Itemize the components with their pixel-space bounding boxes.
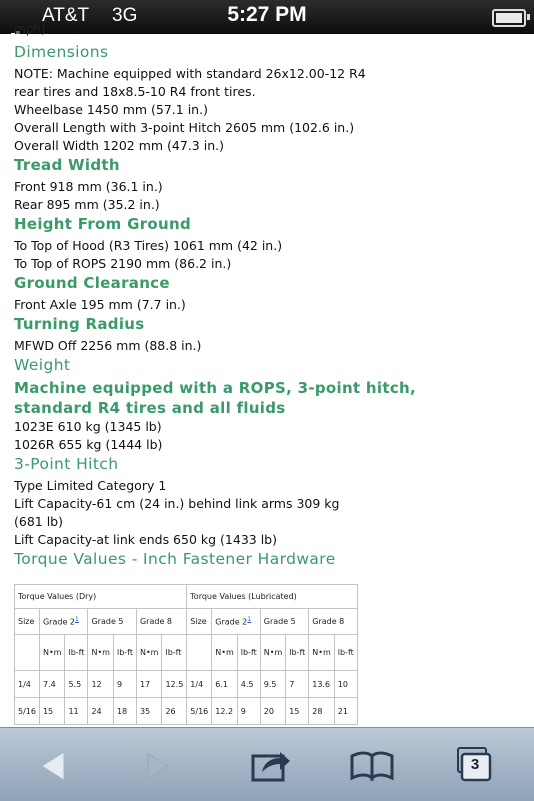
table-cell: 5/16 — [15, 698, 40, 725]
torque-table — [14, 584, 358, 725]
table-cell: 24 — [88, 698, 114, 725]
spec-line: To Top of ROPS 2190 mm (86.2 in.) — [14, 256, 232, 271]
table-cell: 15 — [39, 698, 65, 725]
table-cell: 6.1 — [212, 671, 238, 698]
table-cell: lb-ft — [162, 635, 187, 671]
tabs-count: 3 — [470, 756, 480, 773]
table-cell: 5/16 — [187, 698, 212, 725]
spec-document — [14, 42, 524, 569]
section-title-torque-values: Torque Values - Inch Fastener Hardware — [14, 550, 336, 568]
browser-toolbar — [0, 727, 534, 801]
battery-icon — [492, 9, 526, 27]
weight-subtitle: standard R4 tires and all fluids — [14, 399, 286, 417]
section-title-tread-width: Tread Width — [14, 156, 120, 174]
section-title-ground-clearance: Ground Clearance — [14, 274, 170, 292]
table-header: Grade $2^1$ — [39, 609, 88, 635]
table-cell: 12.2 — [212, 698, 238, 725]
table-header: Size — [15, 609, 40, 635]
bookmarks-button[interactable] — [348, 746, 396, 786]
weight-subtitle: Machine equipped with a ROPS, 3-point hitch, — [14, 379, 416, 397]
table-cell: 5.5 — [65, 671, 88, 698]
spec-line: Lift Capacity-at link ends 650 kg (1433 lb) — [14, 532, 277, 547]
table-header: Grade 5 — [88, 609, 137, 635]
table-header: Grade 8 — [309, 609, 358, 635]
forward-button[interactable] — [138, 746, 178, 786]
unit-row — [15, 635, 358, 671]
table-group-header: Torque Values (Dry) — [15, 585, 187, 609]
table-cell: 21 — [334, 698, 357, 725]
spec-line: Front Axle 195 mm (7.7 in.) — [14, 297, 186, 312]
table-header: Grade 5 — [260, 609, 309, 635]
table-cell: 35 — [136, 698, 162, 725]
table-cell: 17 — [136, 671, 162, 698]
spec-line: (681 lb) — [14, 514, 63, 529]
table-cell: 18 — [113, 698, 136, 725]
section-title-height-from-ground: Height From Ground — [14, 215, 192, 233]
share-button[interactable] — [250, 746, 290, 786]
spec-line: 1023E 610 kg (1345 lb) — [14, 419, 162, 434]
table-cell: 9 — [237, 698, 260, 725]
spec-line: Overall Length with 3-point Hitch 2605 mm (102.6 in.) — [14, 120, 355, 135]
section-title-dimensions: Dimensions — [14, 43, 109, 61]
cutoff-text: mph) — [14, 22, 46, 36]
table-cell: 9.5 — [260, 671, 286, 698]
table-cell: 7 — [286, 671, 309, 698]
table-header: Grade 8 — [136, 609, 186, 635]
spec-line: Overall Width 1202 mm (47.3 in.) — [14, 138, 224, 153]
clock: 5:27 PM — [227, 3, 307, 26]
spec-line: Front 918 mm (36.1 in.) — [14, 179, 163, 194]
table-cell: 10 — [334, 671, 357, 698]
table-header: Grade $2^1$ — [212, 609, 261, 635]
table-cell: 20 — [260, 698, 286, 725]
table-cell: 28 — [309, 698, 335, 725]
table-cell: 11 — [65, 698, 88, 725]
table-header: Size — [187, 609, 212, 635]
table-cell: 12 — [88, 671, 114, 698]
table-cell: lb-ft — [237, 635, 260, 671]
section-title-3-point-hitch: 3-Point Hitch — [14, 455, 119, 473]
table-cell: N•m — [39, 635, 65, 671]
table-cell: lb-ft — [286, 635, 309, 671]
footnote-link[interactable]: 1 — [75, 616, 79, 624]
back-arrow-icon — [34, 746, 74, 786]
table-cell: N•m — [136, 635, 162, 671]
table-row — [15, 671, 358, 698]
spec-line: Wheelbase 1450 mm (57.1 in.) — [14, 102, 208, 117]
status-bar — [0, 0, 534, 34]
spec-line: 1026R 655 kg (1444 lb) — [14, 437, 163, 452]
table-cell: lb-ft — [334, 635, 357, 671]
spec-line: Type Limited Category 1 — [14, 478, 167, 493]
book-icon — [348, 746, 396, 786]
table-cell: lb-ft — [113, 635, 136, 671]
table-cell: N•m — [88, 635, 114, 671]
table-cell: N•m — [309, 635, 335, 671]
footnote-link[interactable]: 1 — [247, 616, 252, 624]
back-button[interactable] — [34, 746, 74, 786]
tabs-button[interactable] — [454, 746, 494, 786]
table-cell: N•m — [260, 635, 286, 671]
carrier-name: AT&T — [42, 5, 90, 26]
table-cell: 4.5 — [237, 671, 260, 698]
share-icon — [250, 746, 294, 786]
table-group-header: Torque Values (Lubricated) — [187, 585, 357, 609]
table-row — [15, 698, 358, 725]
section-title-turning-radius: Turning Radius — [14, 315, 145, 333]
forward-arrow-icon — [138, 746, 178, 786]
spec-line: Lift Capacity-61 cm (24 in.) behind link arms 309 kg — [14, 496, 340, 511]
table-cell: 1/4 — [15, 671, 40, 698]
table-cell: 12.5 — [162, 671, 187, 698]
table-cell: 26 — [162, 698, 187, 725]
spec-line: NOTE: Machine equipped with standard 26x12.00-12 R4 — [14, 66, 366, 81]
spec-line: To Top of Hood (R3 Tires) 1061 mm (42 in.) — [14, 238, 283, 253]
table-cell: 7.4 — [39, 671, 65, 698]
table-cell: 9 — [113, 671, 136, 698]
table-cell: 15 — [286, 698, 309, 725]
table-cell: N•m — [212, 635, 238, 671]
table-cell: lb-ft — [65, 635, 88, 671]
web-content[interactable] — [0, 22, 534, 727]
table-cell: 1/4 — [187, 671, 212, 698]
section-title-weight: Weight — [14, 356, 71, 374]
spec-line: rear tires and 18x8.5-10 R4 front tires. — [14, 84, 256, 99]
network-type: 3G — [112, 5, 138, 26]
table-cell: 13.6 — [309, 671, 335, 698]
spec-line: MFWD Off 2256 mm (88.8 in.) — [14, 338, 202, 353]
spec-line: Rear 895 mm (35.2 in.) — [14, 197, 160, 212]
